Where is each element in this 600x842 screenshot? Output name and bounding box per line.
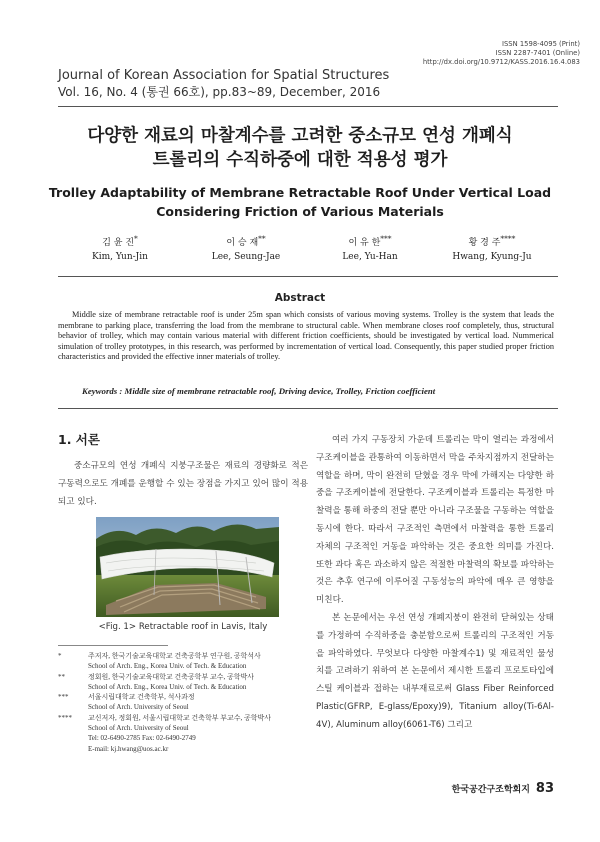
- footnote-2-line2: School of Arch. Eng., Korea Univ. of Tech. & Education: [88, 682, 247, 691]
- section-heading: 1. 서론: [58, 432, 100, 447]
- footer-journal: 한국공간구조학회지: [451, 785, 530, 795]
- page-footer: [452, 781, 554, 796]
- footnote-1-mark: *: [58, 652, 62, 660]
- header-rule: [58, 106, 558, 107]
- footnote-3-line1: 서울시립대학교 건축학부, 석사과정: [88, 693, 195, 702]
- author-1: [60, 232, 180, 264]
- author-1-kr: 김 윤 진: [102, 238, 135, 248]
- figure-caption: <Fig. 1> Retractable roof in Lavis, Italy: [98, 622, 268, 632]
- author-3-en: Lee, Yu-Han: [342, 252, 398, 262]
- footnote-4-mark: ****: [58, 713, 72, 722]
- author-3-mark: ***: [380, 234, 392, 243]
- english-title-line1: Trolley Adaptability of Membrane Retractable Roof Under Vertical Load: [48, 185, 552, 200]
- contact-email[interactable]: E-mail: kj.hwang@uos.ac.kr: [88, 744, 169, 753]
- footnote-rule: [58, 645, 168, 646]
- author-4-en: Hwang, Kyung-Ju: [452, 252, 532, 262]
- author-3-kr: 이 유 한: [348, 238, 381, 248]
- korean-title-line1: 다양한 재료의 마찰계수를 고려한 중소규모 연성 개폐식: [87, 126, 513, 146]
- author-2-mark: **: [258, 234, 266, 243]
- volume-line: Vol. 16, No. 4 (통권 66호), pp.83~89, December, 2016: [58, 85, 381, 99]
- page-number: 83: [535, 781, 554, 796]
- author-2-kr: 이 승 재: [226, 238, 259, 248]
- abstract-rule: [58, 408, 558, 409]
- keywords: Keywords : Middle size of membrane retractable roof, Driving device, Trolley, Friction coefficient: [82, 386, 436, 396]
- right-paragraph-1: 여러 가지 구동장치 가운데 트롤리는 막이 열리는 과정에서 구조케이블을 관통하여 이동하면서 막을 주차지점까지 전달하는 역할을 하며, 막이 완전히 닫혔을 경우 막에 가해지는 다양한 하중을 구조케이블에 전달한다. 구조케이블과 트롤리는 특정한 마찰력을 통해 하중의 전달 뿐만 아니라 구조물을 구동하는 역할을 동시에 한다. 따라서 구조적인 측면에서 마찰력을 통한 트롤리 자체의 구조적인 거동을 파악하는 것은 중요한 의미를 가진다. 또한 과다 혹은 과소하지 않은 적절한 마찰력의 확보를 파악하는 것은 추후 연구에 이루어질 구동성능의 파악에 매우 큰 영향을 미친다.: [316, 435, 554, 606]
- author-4: [432, 232, 552, 264]
- author-2-en: Lee, Seung-Jae: [211, 252, 281, 262]
- author-1-en: Kim, Yun-Jin: [92, 252, 148, 262]
- korean-title-line2: 트롤리의 수직하중에 대한 적용성 평가: [152, 150, 448, 170]
- footnote-1: [58, 651, 303, 672]
- footnote-4: [58, 713, 303, 754]
- footnote-1-line2: School of Arch. Eng., Korea Univ. of Tech. & Education: [88, 662, 247, 671]
- authors-rule: [58, 276, 558, 277]
- footnote-2: [58, 672, 303, 693]
- footnote-2-mark: **: [58, 672, 65, 681]
- author-4-mark: ****: [500, 234, 516, 243]
- footnote-3-line2: School of Arch. University of Seoul: [88, 703, 189, 712]
- abstract-text: Middle size of membrane retractable roof is under 25m span which consists of various moving systems. Trolley is the system that leads the membrane to parking place, transferring the load from the membrane to structural cable. When membrane closes roof completely, thus, structural behavior of trolley, which may contain various material with different friction coefficients, should be investigated by vertical load. Nummerical simulation of trolley prototypes, in this research, was performed by incrementation of vertical load. Consequently, this paper studied proper friction characteristics and provided the effective inner materials of trolley.: [58, 310, 554, 362]
- footnote-1-line1: 주저자, 한국기술교육대학교 건축공학부 연구원, 공학석사: [88, 652, 261, 660]
- footnote-4-line1: 교신저자, 정회원, 서울시립대학교 건축학부 부교수, 공학박사: [88, 713, 272, 722]
- intro-paragraph: 중소규모의 연성 개폐식 지붕구조물은 재료의 경량화로 적은 구동력으로도 개폐를 운행할 수 있는 장점을 가지고 있어 많이 적용되고 있다.: [58, 461, 308, 507]
- author-1-mark: *: [134, 234, 138, 243]
- left-column: [58, 458, 308, 511]
- issn-online: ISSN 2287-7401 (Online): [495, 49, 580, 57]
- author-4-kr: 황 경 주: [468, 238, 501, 248]
- journal-name: Journal of Korean Association for Spatial Structures: [58, 68, 390, 83]
- footnote-2-line1: 정회원, 한국기술교육대학교 건축공학부 교수, 공학박사: [88, 672, 255, 681]
- right-paragraph-2: 본 논문에서는 우선 연성 개폐지붕이 완전히 닫혀있는 상태를 가정하여 수직하중을 충분함으로써 트롤리의 구조적인 거동을 파악하였다. 무엇보다 다양한 마찰계수1) 및 재료적인 물성치를 고려하기 위하여 본 논문에서 제시한 트롤리 프로토타입에 스틸 케이블과 접하는 내부재료로써 Glass Fiber Reinforced Plastic(GFRP, E-glass/Epoxy)9), Titanium alloy(Ti-6Al-4V), Aluminum alloy(6061-T6) 그리고: [316, 612, 554, 730]
- english-title-line2: Considering Friction of Various Materials: [156, 204, 444, 219]
- issn-print: ISSN 1598-4095 (Print): [501, 40, 580, 48]
- author-3: [310, 232, 430, 264]
- footnote-4-line2: School of Arch. University of Seoul: [88, 724, 189, 733]
- retractable-roof-photo: [96, 517, 279, 617]
- footnote-3: [58, 692, 303, 713]
- footnote-3-mark: ***: [58, 693, 69, 702]
- abstract-heading: Abstract: [274, 292, 326, 304]
- contact-tel: Tel: 02-6490-2785 Fax: 02-6490-2749: [88, 734, 196, 743]
- doi-link[interactable]: http://dx.doi.org/10.9712/KASS.2016.16.4.083: [422, 58, 580, 66]
- right-column: [316, 432, 554, 735]
- footnotes: [58, 651, 303, 754]
- journal-header: [58, 68, 558, 100]
- figure-photo: [96, 517, 279, 617]
- author-2: [186, 232, 306, 264]
- issn-block: [320, 40, 580, 67]
